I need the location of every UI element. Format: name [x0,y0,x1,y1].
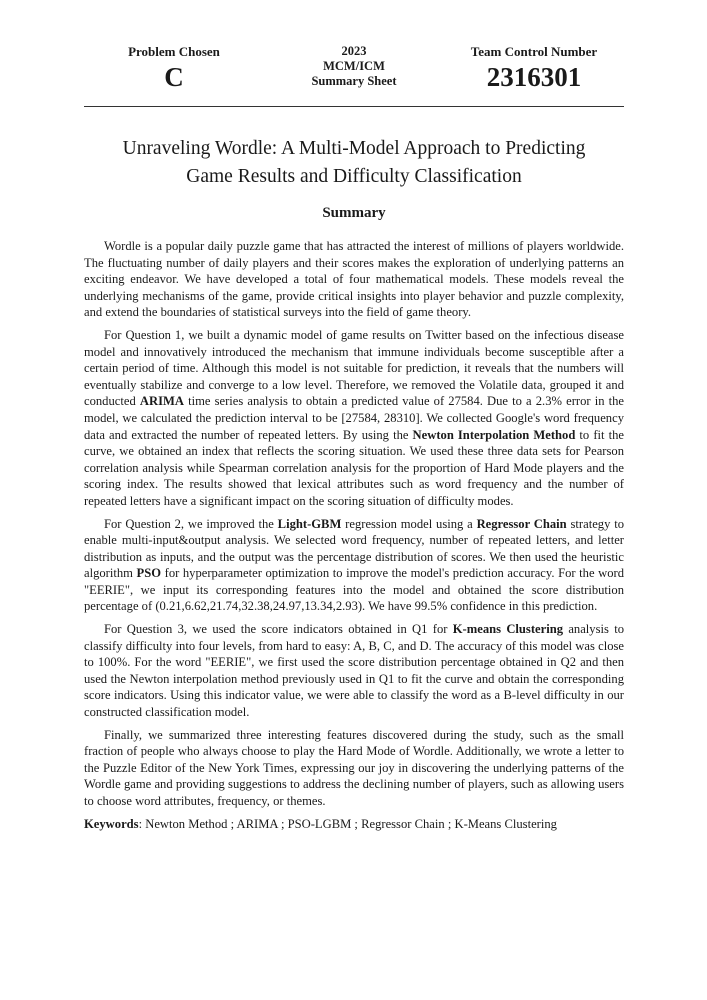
paragraph-conclusion: Finally, we summarized three interesting features discovered during the study, such as the small fraction of people who always choose to play the Hard Mode of Wordle. Additionally, we wrote a letter to the Puzzle Editor of the New York Times, expressing our joy in discovering the underlying patterns of the Wordle game and providing suggestions to address the declining number of players, such as allowing users to choose word attributes, frequency, or themes. [84,727,624,808]
contest-block [284,44,424,89]
problem-chosen-value: C [164,62,184,92]
p3-term-lightgbm: Light-GBM [277,516,342,531]
keywords-line [84,816,624,833]
summary-body [84,238,624,832]
team-control-label: Team Control Number [470,44,598,59]
problem-chosen-label: Problem Chosen [128,44,220,59]
summary-heading: Summary [322,205,386,221]
p2-term-arima: ARIMA [139,394,184,409]
sheet-header [84,44,624,102]
paragraph-intro: Wordle is a popular daily puzzle game that has attracted the interest of millions of players worldwide. The fluctuating number of daily players and their scores makes the exploration of underlying patterns an exciting endeavor. We have developed a total of four mathematical models. These models reveal the underlying mechanisms of the game, provide critical insights into player behavior and puzzle complexity, and extend the boundaries of statistical surveys into the field of game theory. [84,239,624,320]
contest-year: 2023 [341,44,367,58]
header-divider [84,106,624,107]
p3-term-regressor-chain: Regressor Chain [476,516,567,531]
contest-name: MCM/ICM [323,59,385,73]
p4-text-c: analysis to classify difficulty into four levels, from hard to easy: A, B, C, and D. The accuracy of this model was close to 100%. For the word "EERIE", we first used the score distribution percentage obtained in Q2 and then used the Newton interpolation method previously used in Q1 to fit the curve and obtain the corresponding score indicators. Using this indicator value, we were able to classify the word as a B-level difficulty in our constructed classification model. [84,622,625,720]
paragraph-question-1 [84,327,624,510]
team-control-block [444,44,624,94]
paper-title [84,135,624,191]
paper-title-line-1: Unraveling Wordle: A Multi-Model Approach to Predicting [122,138,586,159]
p2-term-newton: Newton Interpolation Method [412,427,576,442]
keywords-list: : Newton Method ; ARIMA ; PSO-LGBM ; Regressor Chain ; K-Means Clustering [138,816,557,831]
p3-term-pso: PSO [136,566,162,581]
paper-title-line-2: Game Results and Difficulty Classification [186,166,522,187]
p4-text-a: For Question 3, we used the score indicators obtained in Q1 for [104,622,453,637]
paragraph-question-3 [84,621,624,721]
p2-text-e: to fit the curve, we obtained an index that reflects the scoring situation. We used these three data sets for Pearson correlation analysis while Spearman correlation analysis for the proportion of Hard Mode players and the scoring index. The results showed that lexical attributes such as word frequency and the number of repeated letters have a significant impact on the scoring situation of difficulty modes. [84,427,624,508]
keywords-label: Keywords [84,816,139,831]
team-control-number: 2316301 [486,62,582,92]
p3-text-e: strategy to enable multi-input&output analysis. We selected word frequency, number of repeated letters, and letter distribution as inputs, and the output was the percentage distribution of scores. We then used the heuristic algorithm [84,516,624,581]
p2-text-a: For Question 1, we built a dynamic model of game results on Twitter based on the infectious disease model and innovatively introduced the mechanism that immune individuals become susceptible after a certain period of time. Although this model is not suitable for prediction, it reveals that the numbers will eventually stabilize and converge to a low level. Therefore, we removed the Volatile data, grouped it and conducted [84,327,624,409]
p4-term-kmeans: K-means Clustering [452,622,564,637]
p3-text-g: for hyperparameter optimization to improve the model's prediction accuracy. For the word "EERIE", we input its corresponding features into the model and obtained the score distribution percentage of (0.21,6.62,21.74,32.38,24.97,13.34,2.93). We have 99.5% confidence in this prediction. [84,566,624,614]
problem-chosen-block [84,44,264,94]
p3-text-a: For Question 2, we improved the [104,516,278,531]
sheet-type: Summary Sheet [311,74,397,88]
paragraph-question-2 [84,516,624,616]
p3-text-c: regression model using a [341,516,477,531]
p2-text-c: time series analysis to obtain a predicted value of 27584. Due to a 2.3% error in the model, we calculated the prediction interval to be [27584, 28310]. We collected Google's word frequency data and extracted the number of repeated letters. By using the [84,394,624,442]
